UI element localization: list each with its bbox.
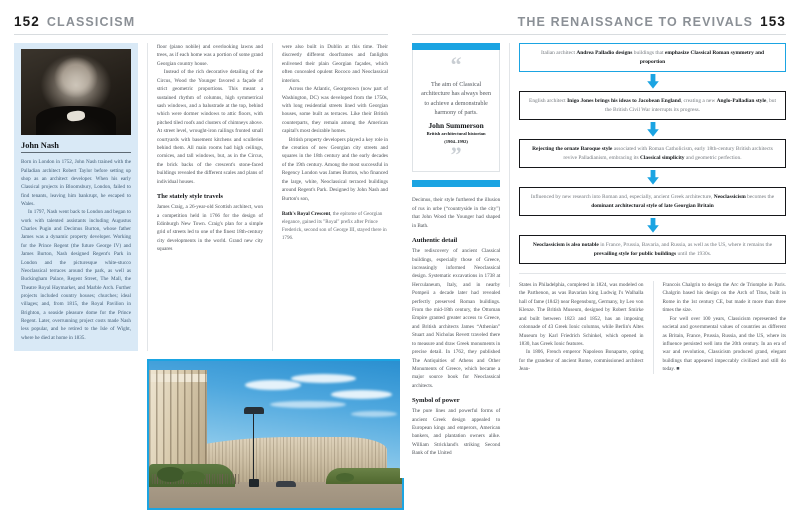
- quote-open-mark: “: [450, 52, 462, 77]
- left-header-rule: [14, 34, 388, 35]
- left-c3-paragraph-3: British property developers played a key role in the creation of new Georgian city streets and squares in the 18th century and the early decades of the 19th century. Among the most successful in Regency London was James Burton, who financed the large, white, Neoclassical terraced buildings around Regent's Park. Designed by John Nash and Burton's son,: [281, 136, 388, 202]
- timeline-box-text: Influenced by new research into Roman and, especially, ancient Greek architecture, Neoclassicism becomes the dominant architectural style of late Georgian Britain: [530, 194, 775, 209]
- left-c2-paragraph-3: James Craig, a 26-year-old Scottish architect, won a competition held in 1766 for the design of Edinburgh New Town. Craig's plan for a simple grid of streets led to one of the finest 18th-century city developments in the world. Grand new city squares: [156, 204, 263, 253]
- right-c1-paragraph-2: The pure lines and powerful forms of ancient Greek design appealed to European kings and emperors, American bankers, and plantation owners alike. William Strickland's striking Second Bank of the United: [412, 408, 501, 457]
- quote-role: British architectural historian: [426, 131, 486, 136]
- left-column-rule-2: [272, 43, 273, 351]
- quote-attribution: John Summerson: [428, 121, 484, 130]
- royal-crescent-caption-rest: , the epitome of Georgian elegance, gained its "Royal" prefix after Prince Frederick, second son of George III, stayed there in 1796.: [281, 211, 387, 242]
- right-c1-paragraph-1: The rediscovery of ancient Classical buildings, especially those of Greece, increasingly informed Neoclassical design. Systematic excavations in 1738 at Herculaneum, Italy, and in nearby Pompeii a decade later had revealed perfectly preserved Roman buildings. From the mid-18th century, the Ottoman Empire granted greater access to Greece, and British architects James “Athenian” Stuart and Nicholas Revett traveled there to measure and draw Greek monuments in precise detail. In 1762, they published The Antiquities of Athens and Other Monuments of Greece, which became a major source book for Neoclassical architects.: [412, 248, 501, 389]
- right-header-rule: [412, 34, 786, 35]
- john-nash-rule: [21, 152, 131, 153]
- left-columns: [14, 43, 388, 351]
- left-column-3: [282, 43, 388, 351]
- right-chapter-name: THE RENAISSANCE TO REVIVALS: [517, 15, 754, 29]
- left-column-rule-1: [147, 43, 148, 351]
- right-c2-paragraph-2: In 1806, French emperor Napoleon Bonaparte, opting for the grandeur of ancient Rome, commissioned architect Jean-: [519, 349, 644, 373]
- left-c2-heading: The stately style travels: [156, 193, 223, 201]
- john-nash-panel: [14, 43, 138, 351]
- timeline-box-inigo-jones: [519, 91, 786, 120]
- timeline-arrow-down-icon: [519, 216, 786, 235]
- timeline-box-text: Neoclassicism is also notable in France, Prussia, Bavaria, and Russia, as well as the US, where it remains the prevailing style for public buildings until the 1930s.: [532, 242, 773, 257]
- summerson-quote-box: [412, 50, 500, 172]
- timeline-arrow-down-icon: [519, 120, 786, 139]
- quote-column: [412, 43, 500, 458]
- left-c3-paragraph-1: were also built in Dublin at this time. Their discreetly different doorframes and fanlights enlivened their plain Georgian façades, which often concealed opulent Rococo and Neoclassical interiors.: [281, 44, 388, 84]
- left-c3-paragraph-2: Across the Atlantic, Georgetown (now part of Washington, DC) was developed from the 1750s, with long residential streets lined with Georgian houses, some built as terraces. Like their British counterparts, they remain among the American capital's most desirable homes.: [281, 86, 388, 135]
- john-nash-title: John Nash: [21, 141, 59, 150]
- royal-crescent-photo: [149, 361, 402, 508]
- quote-close-mark: ”: [450, 141, 462, 167]
- timeline-bottom-rule: [519, 273, 786, 274]
- royal-crescent-caption-lead: Bath's Royal Crescent: [281, 211, 331, 218]
- timeline-arrow-down-icon: [519, 168, 786, 187]
- left-column-2: [157, 43, 263, 351]
- timeline-box-neoclassicism-international: [519, 235, 786, 264]
- timeline-box-text: Rejecting the ornate Baroque style associated with Roman Catholicism, early 18th-century British architects revive Palladianism, embracing its Classical simplicity and geometric perfection.: [532, 146, 773, 161]
- timeline-box-baroque-rejection: [519, 139, 786, 168]
- right-lower-columns: [519, 281, 786, 374]
- john-nash-paragraph-1: Born in London in 1752, John Nash trained with the Palladian architect Robert Taylor before setting up shop as an architect developer. When his early Classical projects in Bloomsbury, London, failed to find tenants, leaving him bankrupt, he escaped to Wales.: [21, 159, 131, 208]
- right-c3-paragraph-1: Francois Chalgrin to design the Arc de Triomphe in Paris. Chalgrin based his design on the Arch of Titus, built in Rome in the 1st century CE, but made it more than three times the size.: [662, 282, 786, 314]
- right-page: [400, 0, 800, 478]
- right-folio: 153: [760, 14, 786, 29]
- left-folio: 152: [14, 14, 40, 29]
- quote-top-accent-bar: [412, 43, 500, 50]
- john-nash-paragraph-2: In 1797, Nash went back to London and began to work with talented assistants including Augustus Charles Pugin and Decimus Burton, whose father James was a dynamic property developer. Working for the Prince Regent (the future George IV) and James Burton, Nash designed Regent's Park in London and the picturesque white-stucco Neoclassical terraces around the park, as well as Buckingham Palace, Regent Street, The Mall, the Theatre Royal Haymarket, and Marble Arch. Further projects included country houses; churches; ideal villages; and, from 1815, the Royal Pavilion in Brighton, a seaside pleasure dome for the Prince Regent. Later, overrunning project costs made Nash less popular, and he retired to the Isle of Wight, where he died at home in 1835.: [21, 209, 131, 341]
- quote-dates: (1904–1992): [444, 138, 468, 144]
- right-column-rule-2: [653, 281, 654, 374]
- right-column-2: [519, 281, 644, 374]
- left-page: [0, 0, 400, 478]
- right-c3-paragraph-2: For well over 100 years, Classicism represented the societal and governmental values of countries as different as Britain, France, Prussia, Russia, and the US, where its influence persisted well into the 20th century. In an era of war and revolution, Classicism produced grand, elegant buildings that appeared impeccably civilized and still do today. ■: [662, 315, 786, 373]
- right-c2-paragraph-1: States in Philadelphia, completed in 1824, was modeled on the Parthenon, as was Bavarian king Ludwig I's Walhalla hall of fame (1842) near Regensburg, Germany, by Leo von Klenze. The British Museum, designed by Robert Smirke and built between 1823 and 1852, has an imposing colonnade of 43 Greek Ionic columns, while Berlin's Altes Museum by Karl Friedrich Schinkel, which opened in 1830, has Greek Ionic features.: [519, 282, 644, 347]
- left-running-head: [14, 14, 388, 29]
- right-c1-heading-symbol-of-power: Symbol of power: [412, 397, 460, 405]
- left-c2-paragraph-1: floor (piano nobile) and overlooking lawns and trees, as if each home was a portion of some grand Georgian country house.: [156, 44, 263, 67]
- left-c2-paragraph-2: Instead of the rich decorative detailing of the Circus, Wood the Younger favored a façade of strict geometric proportions. This meant a sustained rhythm of columns, high symmetrical sash windows, and a balustrade at the top, behind which were dormer windows to attic floors, with pitched tiled roofs and clusters of chimneys above. At street level, wrought-iron railings fronted small courtyards with basement kitchens and sculleries behind them. All main rooms had high ceilings, cornices, and tall windows, but, as in the Circus, the brick backs of the crescent's stone-faced buildings revealed the different scales and plans of individual houses.: [156, 69, 263, 185]
- right-c1-continuation: Decimus, their style furthered the illusion of rus in urbe (“countryside in the city”) that John Wood the Younger had shaped in Bath.: [412, 197, 501, 229]
- right-column-3: [662, 281, 786, 374]
- royal-crescent-caption: [282, 210, 388, 243]
- quote-bottom-accent-bar: [412, 180, 500, 187]
- timeline-box-palladio: [519, 43, 786, 72]
- quote-text: The aim of Classical architecture has always been to achieve a demonstrable harmony of parts.: [421, 82, 492, 116]
- timeline-box-neoclassicism-dominant: [519, 187, 786, 216]
- royal-crescent-photo-frame: [147, 359, 404, 510]
- timeline-box-text: Italian architect Andrea Palladio designs buildings that emphasize Classical Roman symmetry and proportion: [541, 50, 764, 65]
- timeline-box-text: English architect Inigo Jones brings his ideas to Jacobean England, creating a new Anglo-Palladian style, but the British Civil War interrupts its progress.: [529, 98, 776, 113]
- left-column-1: [14, 43, 138, 351]
- timeline-arrow-down-icon: [519, 72, 786, 91]
- right-upper-columns: [412, 43, 786, 458]
- right-running-head: [412, 14, 786, 29]
- right-column-rule-1: [509, 43, 510, 287]
- left-chapter-name: CLASSICISM: [46, 15, 136, 29]
- classicism-timeline: [519, 43, 786, 458]
- right-c1-heading-authentic-detail: Authentic detail: [412, 237, 458, 245]
- john-nash-portrait-image: [21, 49, 131, 135]
